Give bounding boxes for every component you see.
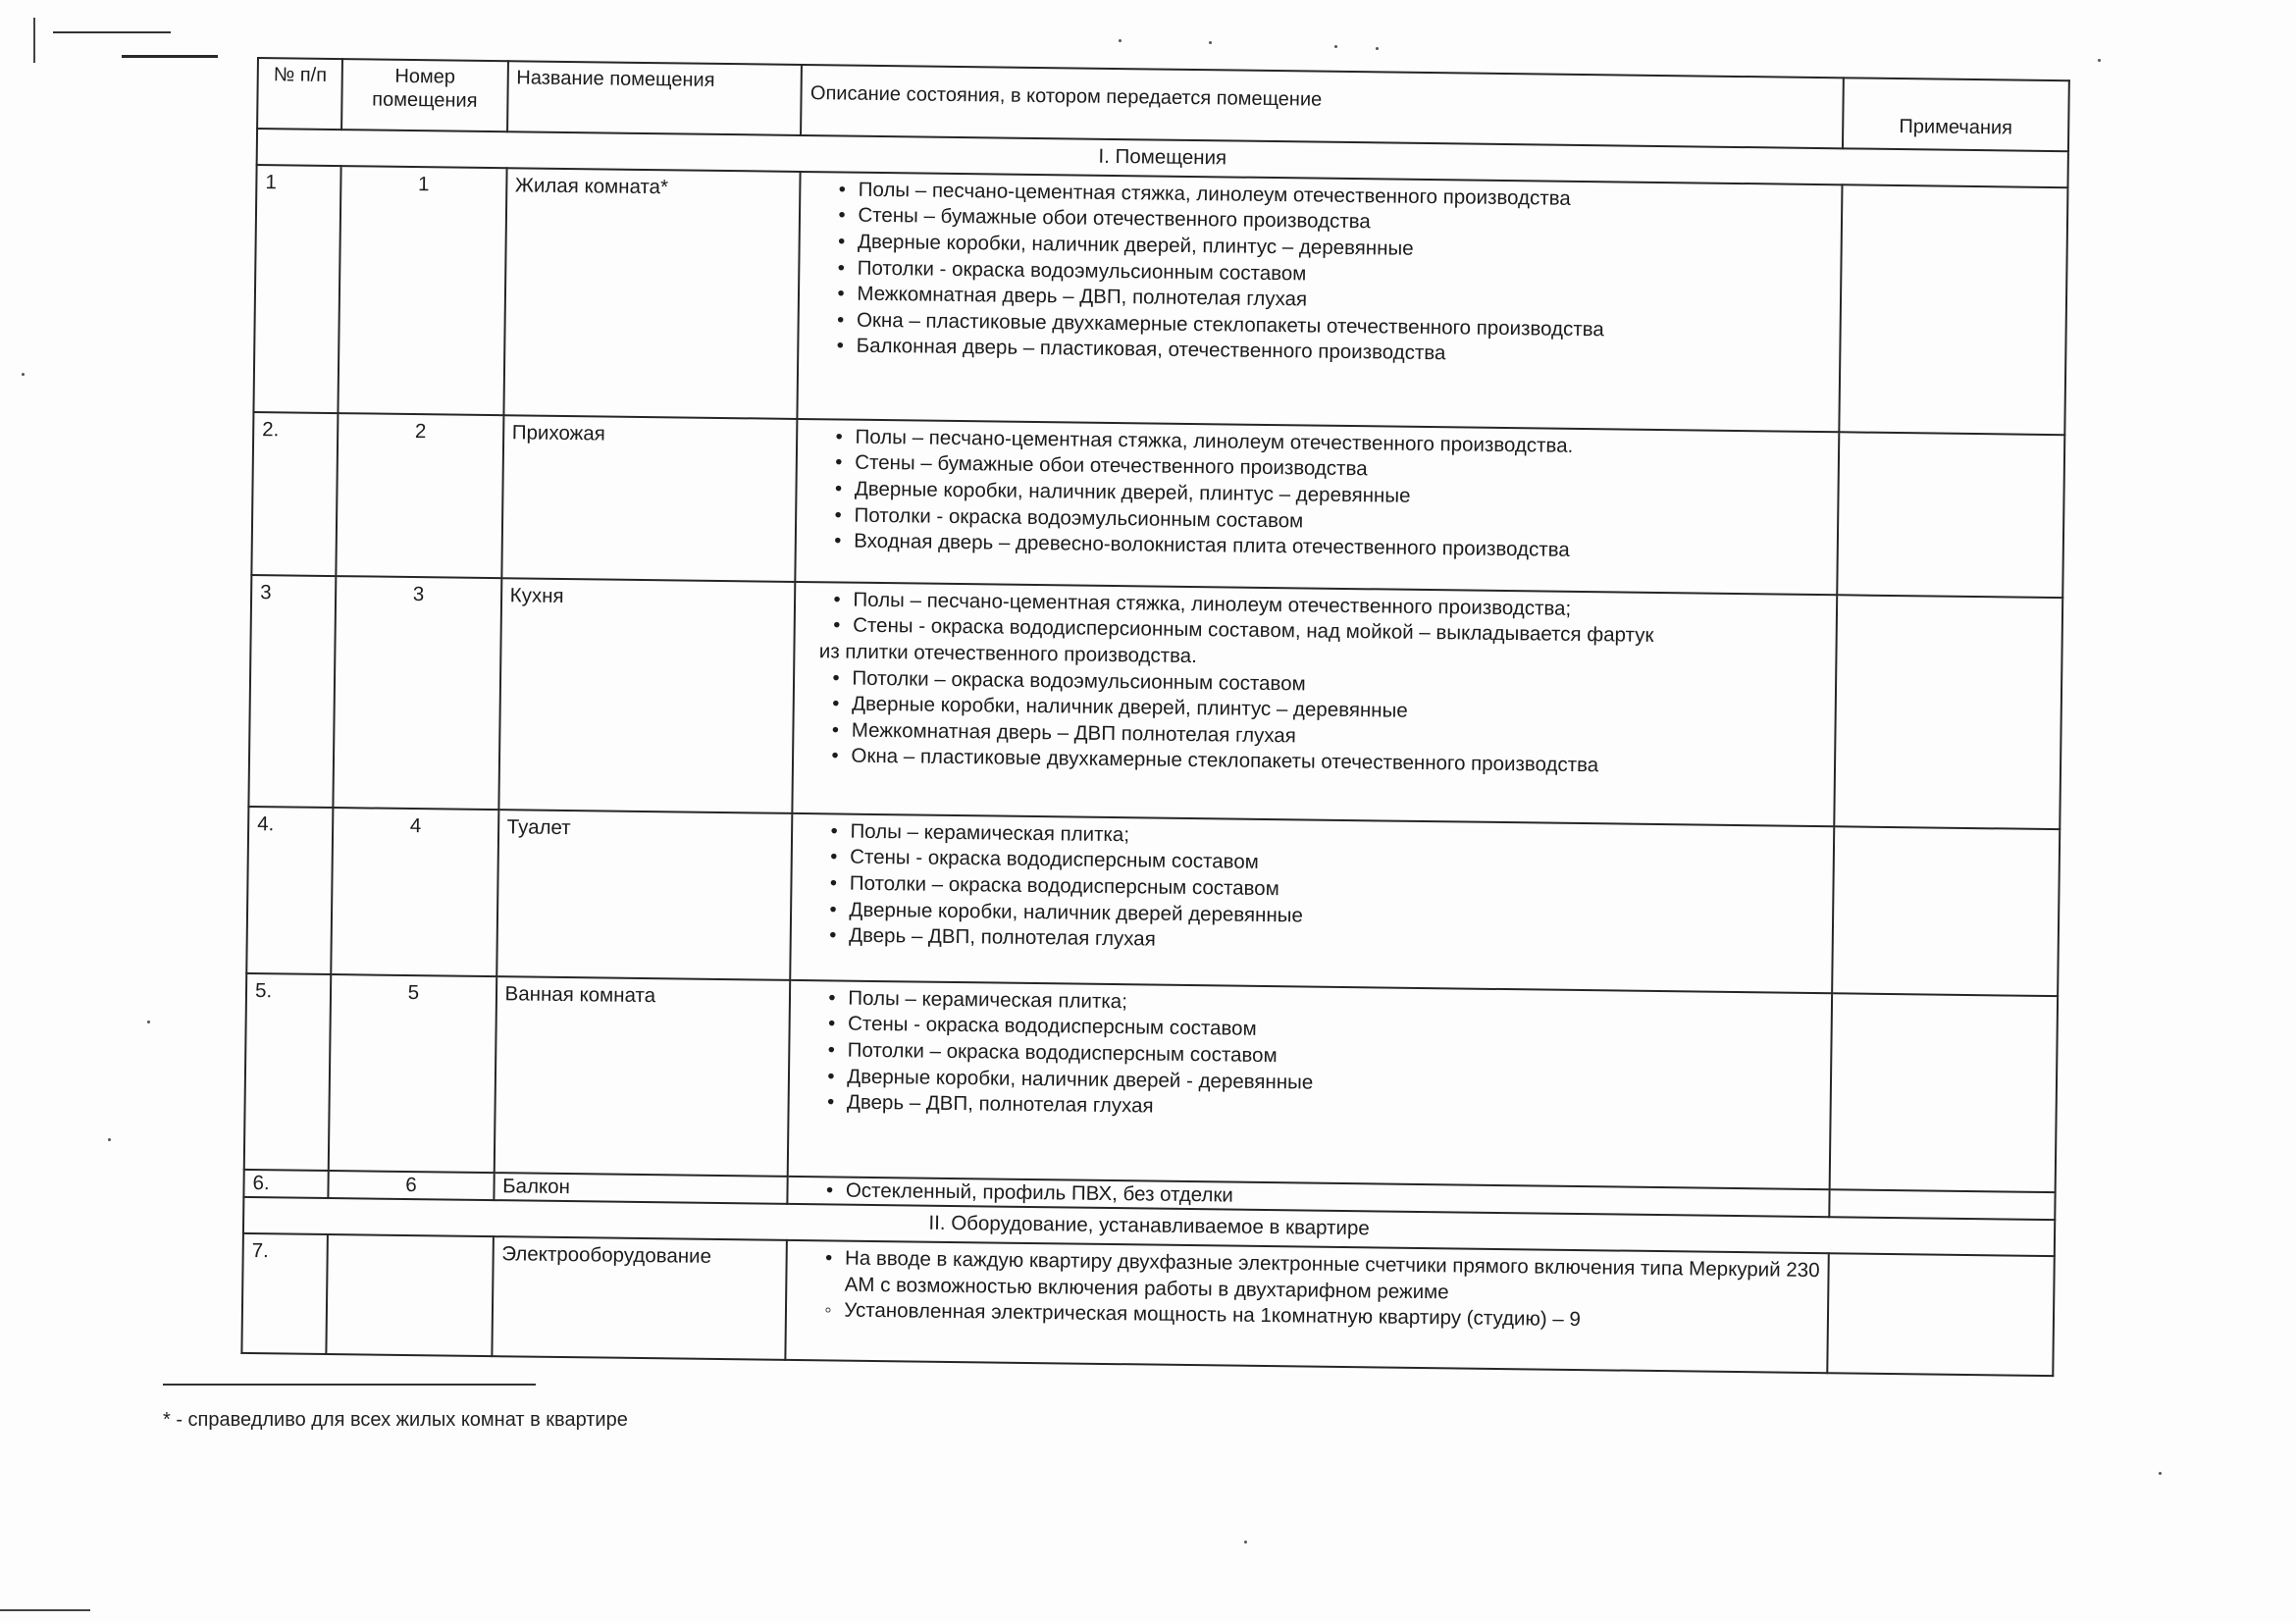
list-item: • Стены - окраска вододисперсным составом [828,1012,1823,1050]
list-item: • Балконная дверь – пластиковая, отечественного производства [837,334,1832,372]
list-item: • Остекленный, профиль ПВХ, без отделки [826,1178,1821,1216]
row-room-number: 6 [329,1171,495,1201]
rooms-table [240,57,2069,1377]
list-item: • Окна – пластиковые двухкамерные стеклопакеты отечественного производства [837,307,1832,345]
row-note [1832,826,2060,996]
row-note [1827,1253,2055,1376]
row-description [793,582,1837,826]
list-item: • Дверные коробки, наличник дверей, плинтус – деревянные [838,229,1833,267]
list-item: • Дверные коробки, наличник дверей, плинтус – деревянные [835,476,1830,514]
scan-speck [22,373,25,376]
list-item: • Дверные коробки, наличник дверей деревянные [829,897,1824,935]
row-num: 6. [243,1170,329,1199]
row-room-name: Прихожая [501,415,798,582]
list-item: • Потолки – окраска водоэмульсионным составом [832,665,1827,704]
list-item: • Стены – бумажные обои отечественного производства [838,203,1833,241]
scan-speck [147,1021,150,1023]
row-num: 3 [248,575,336,808]
table-row [251,412,2064,598]
row-num: 1 [253,165,340,413]
list-item: • Потолки – окраска вододисперсным составом [828,1037,1823,1075]
row-num: 4. [246,807,333,974]
section-title-equipment: II. Оборудование, устанавливаемое в квартире [243,1197,2055,1256]
list-item: • Полы – песчано-цементная стяжка, линолеум отечественного производства; [833,587,1828,625]
list-item: • Межкомнатная дверь – ДВП полнотелая глухая [832,717,1827,756]
row-room-number: 5 [329,974,496,1173]
row-note [1829,1189,2055,1221]
list-item: • Стены - окраска вододисперсионным составом, над мойкой – выкладывается фартук [833,613,1828,652]
list-item: • Полы – песчано-цементная стяжка, линолеум отечественного производства [839,177,1834,215]
list-item: • Дверные коробки, наличник дверей - деревянные [827,1064,1822,1102]
table-row [248,575,2062,829]
list-item: • Потолки - окраска водоэмульсионным составом [834,502,1829,541]
scan-artifact [122,55,218,58]
footnote: * - справедливо для всех жилых комнат в квартире [163,1409,628,1431]
row-room-name: Электрооборудование [492,1236,787,1360]
row-description [786,1240,1829,1373]
scan-artifact [53,24,171,33]
row-note [1830,993,2059,1192]
row-room-name: Туалет [496,810,793,980]
section-title-rooms: I. Помещения [257,129,2068,187]
row-room-name: Ванная комната [494,976,790,1177]
scan-artifact [33,18,35,63]
list-item: • Полы – песчано-цементная стяжка, линолеум отечественного производства. [835,424,1830,462]
scan-speck [1209,41,1212,44]
table-row [241,1233,2054,1376]
table-row [253,165,2067,435]
header-description: Описание состояния, в котором передается помещение [801,65,1843,148]
row-num: 7. [241,1233,328,1354]
row-room-number: 2 [337,413,503,578]
list-item: • На вводе в каждую квартиру двухфазные электронные счетчики прямого включения типа Меркурий 230 АМ с возможностью включения работы в двухтарифном режиме [825,1245,1820,1310]
scan-speck [1376,47,1379,50]
list-item: • Полы – керамическая плитка; [830,818,1825,857]
list-item-continuation: из плитки отечественного производства. [818,640,1198,668]
row-description [791,813,1835,993]
list-item: • Дверь – ДВП, полнотелая глухая [827,1090,1822,1128]
footnote-divider [163,1384,536,1386]
row-description [798,172,1843,432]
rooms-table-container [240,57,2069,1377]
list-item: • Стены – бумажные обои отечественного производства [835,450,1830,489]
scan-speck [1334,45,1337,48]
row-room-number: 3 [334,576,501,810]
row-room-number: 4 [331,808,497,976]
row-room-number: 1 [339,166,507,415]
list-item: ◦ Установленная электрическая мощность на 1комнатную квартиру (студию) – 9 [824,1298,1819,1336]
header-room-number: Номер помещения [341,59,507,131]
row-note [1837,432,2064,598]
list-item: • Потолки - окраска водоэмульсионным составом [838,255,1833,293]
list-item: • Дверь – ДВП, полнотелая глухая [829,923,1824,962]
row-description [788,980,1832,1189]
row-num: 2. [251,412,338,576]
list-item: • Стены - окраска вододисперсным составом [830,845,1825,883]
list-item: • Окна – пластиковые двухкамерные стеклопакеты отечественного производства [831,744,1826,782]
scan-speck [2098,59,2101,62]
row-room-number [327,1234,494,1356]
scan-speck [1119,39,1122,42]
row-room-name: Кухня [498,578,796,813]
header-room-name: Название помещения [507,61,803,135]
list-item: • Дверные коробки, наличник дверей, плинтус – деревянные [832,692,1827,730]
header-notes: Примечания [1843,78,2069,151]
scan-artifact [0,1609,90,1611]
row-room-name: Жилая комната* [503,168,801,419]
row-room-name: Балкон [494,1173,788,1204]
list-item: • Потолки – окраска вододисперсным составом [830,870,1825,909]
scan-speck [108,1138,111,1141]
list-item: • Межкомнатная дверь – ДВП, полнотелая глухая [837,282,1832,320]
row-note [1839,184,2067,435]
row-note [1834,595,2062,829]
row-num: 5. [244,973,332,1171]
row-description [796,419,1840,595]
list-item: • Входная дверь – древесно-волокнистая плита отечественного производства [834,529,1829,567]
table-row [246,807,2060,996]
table-row [244,973,2058,1192]
scan-speck [2159,1472,2162,1475]
header-num: № п/п [257,58,342,130]
list-item: • Полы – керамическая плитка; [828,985,1823,1023]
scan-speck [1244,1541,1247,1544]
